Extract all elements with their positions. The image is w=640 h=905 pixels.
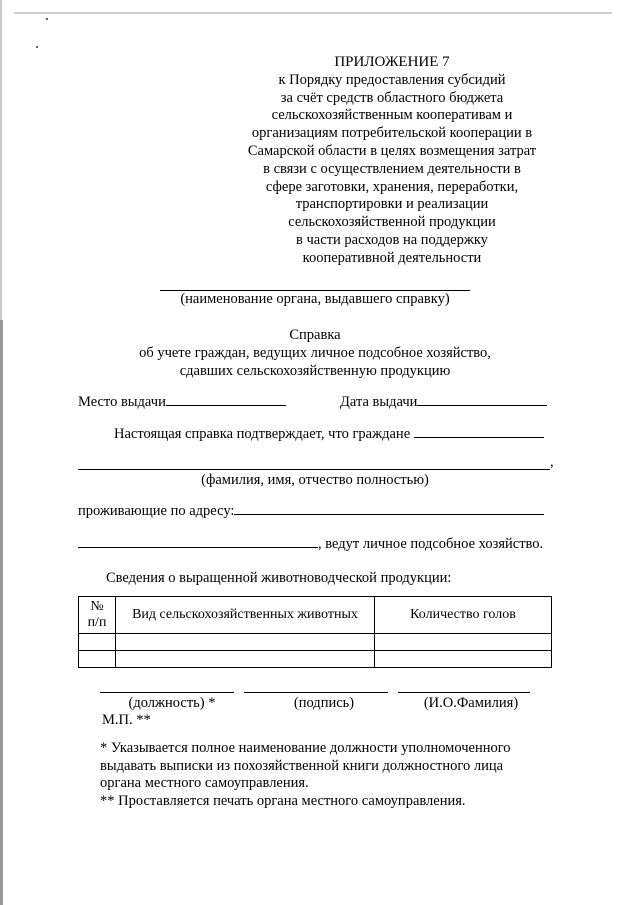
appendix-line: к Порядку предоставления субсидий [278,71,506,88]
document-title [100,326,530,380]
appendix-line: за счёт средств областного бюджета [280,89,504,106]
address-row [78,503,544,520]
stamp-label: М.П. ** [102,712,151,728]
position-field[interactable] [100,692,234,693]
appendix-line: транспортировки и реализации [295,196,489,213]
fio-caption: (фамилия, имя, отчество полностью) [201,472,429,488]
appendix-line: в связи с осуществлением деятельности в [263,160,521,177]
scan-speck [46,18,48,20]
appendix-line: Самарской области в целях возмещения затрат [247,142,537,159]
confirm-row [114,426,544,443]
appendix-line: сфере заготовки, хранения, переработки, [265,178,519,195]
address-field-2[interactable] [78,536,318,548]
citizens-field[interactable] [414,426,544,438]
issuer-caption: (наименование органа, выдавшего справку) [180,291,450,307]
col-count-header: Количество голов [375,597,552,634]
col-number-header: № п/п [79,597,116,634]
livestock-table [78,596,552,668]
document-title-line: сдавших сельскохозяйственную продукцию [179,363,451,379]
table-row[interactable] [79,634,552,651]
position-caption: (должность) * [128,695,216,711]
household-text: , ведут личное подсобное хозяйство. [318,536,544,552]
footnote-line: органа местного самоуправления. [100,775,309,792]
scan-speck [36,46,38,48]
name-field[interactable] [398,692,530,693]
place-field[interactable] [166,394,286,406]
address-label: проживающие по адресу: [78,503,235,519]
appendix-line: сельскохозяйственным кооперативам и [271,107,513,124]
date-label: Дата выдачи [340,394,418,410]
footnote-line: выдавать выписки из похозяйственной книги должностного лица [100,757,504,774]
appendix-line: организациям потребительской кооперации в [251,125,533,142]
signature-field[interactable] [244,692,388,693]
livestock-heading: Сведения о выращенной животноводческой продукции: [106,570,452,586]
document-title-line: Справка [289,327,341,343]
appendix-title: ПРИЛОЖЕНИЕ 7 [334,54,450,70]
footnote-line: ** Проставляется печать органа местного самоуправления. [100,792,466,809]
place-row [78,394,286,411]
appendix-line: кооперативной деятельности [302,249,482,266]
fio-field[interactable] [78,469,550,470]
appendix-block [232,54,552,268]
appendix-line: в части расходов на поддержку [296,231,488,248]
name-caption: (И.О.Фамилия) [423,695,519,711]
appendix-line: сельскохозяйственной продукции [288,214,496,231]
footnotes [100,740,540,810]
col-kind-header: Вид сельскохозяйственных животных [116,597,375,634]
scan-left-shadow [0,320,3,905]
signature-caption: (подпись) [293,695,355,711]
table-row[interactable] [79,651,552,668]
date-field[interactable] [417,394,547,406]
footnote-line: * Указывается полное наименование должности уполномоченного [100,740,511,756]
date-row [340,394,547,411]
address-field[interactable] [234,503,544,515]
place-label: Место выдачи [78,394,166,410]
confirm-text: Настоящая справка подтверждает, что граждане [114,426,411,442]
household-row [78,536,543,553]
document-title-line: об учете граждан, ведущих личное подсобное хозяйство, [139,345,491,361]
table-header-row [79,597,552,634]
scan-top-edge [14,12,612,14]
fio-comma: , [550,454,554,470]
